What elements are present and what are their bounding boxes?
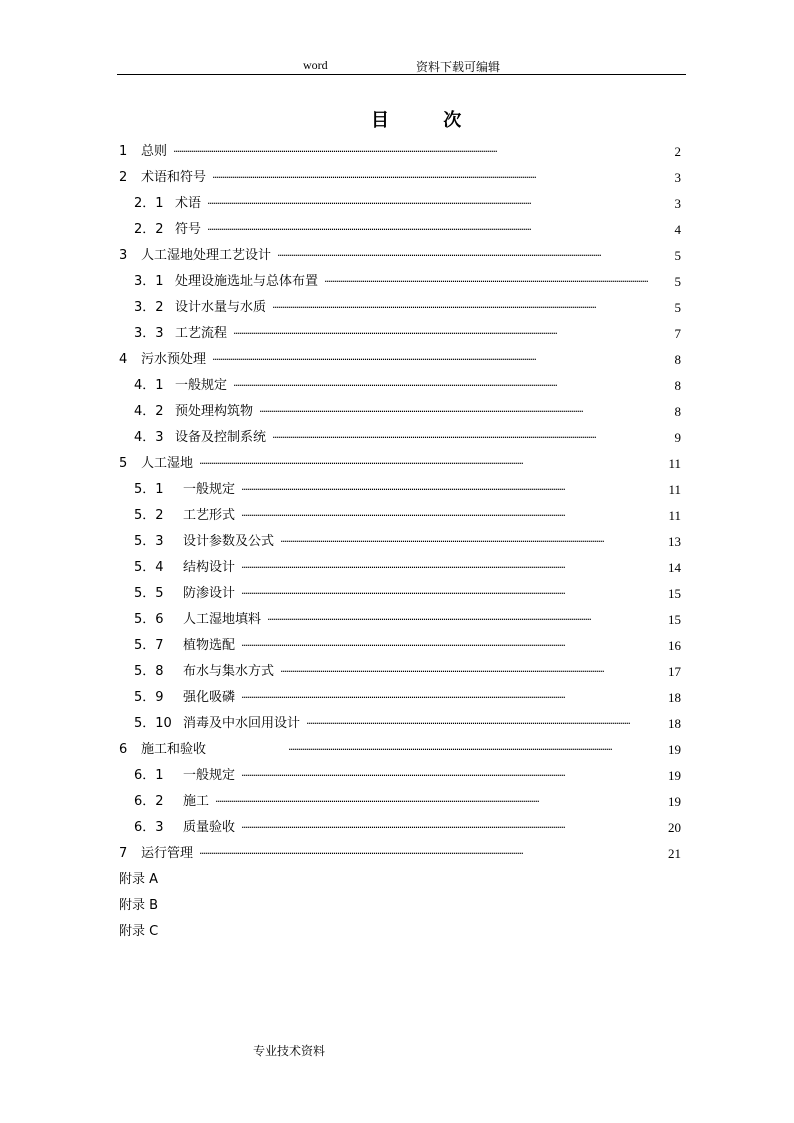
toc-entry[interactable] [119, 741, 681, 759]
toc-entry-page: 13 [668, 534, 681, 549]
toc-entry-label: 布水与集水方式 [183, 664, 275, 679]
toc-entry[interactable] [134, 221, 681, 239]
toc-entry-number: 2．2 [134, 222, 164, 237]
toc-entry-label: 符号 [175, 222, 202, 237]
toc-entry-number: 5．9 [134, 690, 164, 705]
header-rule [117, 74, 686, 75]
toc-entry-label: 设计水量与水质 [175, 300, 267, 315]
toc-dot-leader [241, 819, 661, 837]
toc-entry-page: 9 [674, 430, 681, 445]
toc-entry-number: 4．1 [134, 378, 164, 393]
toc-entry-page: 17 [668, 664, 681, 679]
toc-entry-page: 7 [674, 326, 681, 341]
toc-dot-leader [207, 221, 667, 239]
toc-entry-number: 5．7 [134, 638, 164, 653]
toc-entry-label: 结构设计 [183, 560, 236, 575]
toc-entry-page: 11 [668, 482, 681, 497]
toc-entry-number: 3．2 [134, 300, 164, 315]
toc-entry-page: 16 [668, 638, 681, 653]
toc-dot-leader [241, 559, 661, 577]
toc-entry-number: 3 [119, 248, 128, 263]
toc-entry-label: 工艺形式 [183, 508, 236, 523]
toc-entry-page: 3 [674, 170, 681, 185]
toc-dot-leader [199, 455, 661, 473]
toc-entry-number: 5．8 [134, 664, 164, 679]
toc-dot-leader [324, 273, 667, 291]
toc-entry-number: 5．2 [134, 508, 164, 523]
toc-entry[interactable] [134, 637, 681, 655]
toc-entry-page: 20 [668, 820, 681, 835]
toc-entry-number: 2．1 [134, 196, 164, 211]
header-right-text: 资料下载可编辑 [416, 60, 501, 74]
toc-appendix[interactable]: 附录 A [119, 872, 159, 887]
toc-entry-page: 8 [674, 378, 681, 393]
toc-entry-page: 15 [668, 586, 681, 601]
toc-entry-number: 2 [119, 170, 128, 185]
toc-entry-label: 人工湿地 [141, 456, 194, 471]
toc-entry-label: 污水预处理 [141, 352, 207, 367]
toc-entry-number: 6 [119, 742, 128, 757]
toc-entry-label: 一般规定 [183, 482, 236, 497]
toc-dot-leader [212, 169, 667, 187]
toc-entry-page: 8 [674, 352, 681, 367]
toc-dot-leader [267, 611, 661, 629]
header-left-text: word [303, 58, 328, 72]
toc-entry-label: 预处理构筑物 [175, 404, 254, 419]
toc-entry-number: 1 [119, 144, 128, 159]
toc-entry-page: 18 [668, 690, 681, 705]
toc-entry-number: 3．3 [134, 326, 164, 341]
toc-entry-number: 4．2 [134, 404, 164, 419]
toc-entry[interactable] [134, 689, 681, 707]
toc-entry-page: 19 [668, 794, 681, 809]
toc-entry[interactable] [119, 455, 681, 473]
toc-entry[interactable] [134, 767, 681, 785]
toc-entry-number: 6．1 [134, 768, 164, 783]
toc-dot-leader [233, 325, 667, 343]
toc-entry[interactable] [134, 559, 681, 577]
toc-entry-number: 4．3 [134, 430, 164, 445]
toc-entry-page: 18 [668, 716, 681, 731]
toc-entry[interactable] [134, 663, 681, 681]
toc-dot-leader [277, 247, 667, 265]
toc-entry-label: 消毒及中水回用设计 [183, 716, 301, 731]
toc-entry-number: 3．1 [134, 274, 164, 289]
toc-entry-label: 施工和验收 [141, 742, 207, 757]
toc-entry[interactable] [134, 273, 681, 291]
toc-entry-label: 工艺流程 [175, 326, 228, 341]
toc-dot-leader [173, 143, 667, 161]
toc-entry-label: 人工湿地填料 [183, 612, 262, 627]
toc-dot-leader [215, 793, 661, 811]
toc-entry-page: 19 [668, 742, 681, 757]
toc-entry-label: 处理设施选址与总体布置 [175, 274, 319, 289]
toc-dot-leader [241, 767, 661, 785]
toc-entry[interactable] [134, 325, 681, 343]
toc-entry-page: 4 [674, 222, 681, 237]
toc-dot-leader [306, 715, 661, 733]
toc-entry-number: 7 [119, 846, 128, 861]
toc-entry-label: 防渗设计 [183, 586, 236, 601]
toc-entry-page: 15 [668, 612, 681, 627]
toc-entry[interactable] [119, 169, 681, 187]
toc-entry-label: 强化吸磷 [183, 690, 236, 705]
toc-dot-leader [272, 429, 667, 447]
toc-dot-leader [272, 299, 667, 317]
toc-entry-label: 运行管理 [141, 846, 194, 861]
toc-entry[interactable] [134, 481, 681, 499]
toc-entry-number: 6．2 [134, 794, 164, 809]
toc-entry-label: 总则 [141, 144, 168, 159]
toc-entry-page: 11 [668, 508, 681, 523]
toc-entry-page: 8 [674, 404, 681, 419]
toc-entry-page: 11 [668, 456, 681, 471]
toc-entry-label: 一般规定 [183, 768, 236, 783]
toc-title: 目 次 [371, 110, 486, 131]
toc-entry[interactable] [134, 585, 681, 603]
toc-entry-label: 术语和符号 [141, 170, 207, 185]
toc-entry-number: 5．3 [134, 534, 164, 549]
toc-entry[interactable] [134, 507, 681, 525]
toc-entry-page: 5 [674, 300, 681, 315]
toc-dot-leader [259, 403, 667, 421]
toc-entry-number: 5．6 [134, 612, 164, 627]
toc-entry[interactable] [134, 819, 681, 837]
toc-entry-page: 3 [674, 196, 681, 211]
toc-entry[interactable] [134, 533, 681, 551]
toc-dot-leader [280, 533, 661, 551]
toc-entry[interactable] [134, 299, 681, 317]
toc-appendix[interactable]: 附录 C [119, 924, 159, 939]
toc-appendix[interactable]: 附录 B [119, 898, 159, 913]
toc-entry-page: 21 [668, 846, 681, 861]
toc-dot-leader [212, 351, 667, 369]
toc-entry-label: 施工 [183, 794, 210, 809]
toc-entry[interactable] [119, 247, 681, 265]
toc-entry-label: 术语 [175, 196, 202, 211]
toc-entry-label: 人工湿地处理工艺设计 [141, 248, 272, 263]
toc-dot-leader [241, 507, 661, 525]
toc-dot-leader [241, 689, 661, 707]
toc-dot-leader [207, 195, 667, 213]
toc-entry-number: 5．5 [134, 586, 164, 601]
toc-dot-leader [241, 585, 661, 603]
toc-dot-leader [288, 741, 661, 759]
toc-entry[interactable] [134, 611, 681, 629]
toc-entry[interactable] [134, 793, 681, 811]
toc-entry[interactable] [134, 429, 681, 447]
toc-entry-label: 设备及控制系统 [175, 430, 267, 445]
toc-entry[interactable] [134, 715, 681, 733]
toc-entry-number: 5．10 [134, 716, 172, 731]
toc-dot-leader [241, 481, 661, 499]
toc-dot-leader [280, 663, 661, 681]
toc-dot-leader [241, 637, 661, 655]
toc-entry-number: 4 [119, 352, 128, 367]
toc-entry[interactable] [119, 143, 681, 161]
toc-entry-page: 14 [668, 560, 681, 575]
toc-entry-label: 质量验收 [183, 820, 236, 835]
toc-entry[interactable] [119, 845, 681, 863]
toc-entry-label: 设计参数及公式 [183, 534, 275, 549]
toc-entry-page: 5 [674, 248, 681, 263]
footer-text: 专业技术资料 [253, 1044, 326, 1058]
toc-entry-number: 5．1 [134, 482, 164, 497]
toc-entry[interactable] [134, 377, 681, 395]
toc-entry[interactable] [134, 403, 681, 421]
toc-dot-leader [199, 845, 661, 863]
toc-entry-number: 5 [119, 456, 128, 471]
toc-entry-number: 5．4 [134, 560, 164, 575]
toc-entry-page: 2 [674, 144, 681, 159]
toc-entry[interactable] [119, 351, 681, 369]
toc-dot-leader [233, 377, 667, 395]
toc-entry-page: 19 [668, 768, 681, 783]
toc-entry[interactable] [134, 195, 681, 213]
toc-entry-label: 植物选配 [183, 638, 236, 653]
toc-entry-page: 5 [674, 274, 681, 289]
toc-entry-number: 6．3 [134, 820, 164, 835]
toc-entry-label: 一般规定 [175, 378, 228, 393]
